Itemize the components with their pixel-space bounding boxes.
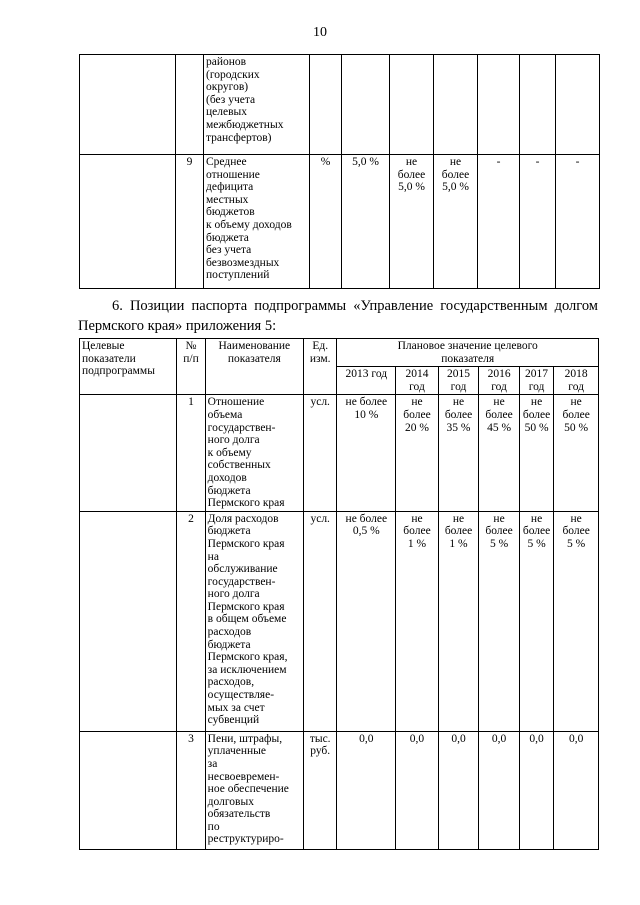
value-2016: не более 5 % [479,511,520,731]
value-2015: не более 5,0 % [434,155,478,289]
value-2014: не более 20 % [396,395,439,511]
value-2018: не более 50 % [554,395,599,511]
indicator-table-continued [79,54,600,289]
value-2015: 0,0 [438,731,479,849]
value-2015: не более 35 % [438,395,479,511]
table-row [80,395,599,511]
header-unit: Ед. изм. [303,339,336,395]
indicator-name: Среднее отношение дефицита местных бюджетов к объему доходов бюджета без учета безвозмездных поступлений [204,155,310,289]
table-row [80,155,600,289]
value-2013: 0,0 [337,731,396,849]
unit-cell: усл. [303,395,336,511]
row-number: 9 [176,155,204,289]
indicator-name: Отношение объема государствен- ного долга к объему собственных доходов бюджета Пермского края [205,395,303,511]
header-year-2017: 2017 год [519,367,553,395]
subprogram-targets-table [79,338,599,850]
value-2014: не более 1 % [396,511,439,731]
header-targets: Целевые показатели подпрограммы [80,339,177,395]
header-planned-value: Плановое значение целевого показателя [337,339,599,367]
header-year-2016: 2016 год [479,367,520,395]
row-number: 2 [177,511,205,731]
value-2013: не более 0,5 % [337,511,396,731]
value-2013: не более 10 % [337,395,396,511]
value-2017: - [520,155,556,289]
row-number: 3 [177,731,205,849]
value-2014: не более 5,0 % [390,155,434,289]
value-2016: не более 45 % [479,395,520,511]
header-number: № п/п [177,339,205,395]
row-number: 1 [177,395,205,511]
unit-cell: тыс. руб. [303,731,336,849]
unit-cell: усл. [303,511,336,731]
table-row [80,511,599,731]
value-2015: не более 1 % [438,511,479,731]
value-2016: - [478,155,520,289]
value-2018: 0,0 [554,731,599,849]
header-indicator-name: Наименование показателя [205,339,303,395]
value-2018: не более 5 % [554,511,599,731]
table-header-row [80,339,599,367]
value-2018: - [556,155,600,289]
section-paragraph: 6. Позиции паспорта подпрограммы «Управление государственным долгом Пермского края» приложения 5: [78,298,598,334]
page-number: 10 [313,25,327,40]
indicator-name: Доля расходов бюджета Пермского края на обслуживание государствен- ного долга Пермского края в общем объеме расходов бюджета Пермского края, за исключением расходов, осуществляе- мых за счет субвенций [205,511,303,731]
table-row [80,731,599,849]
value-2014: 0,0 [396,731,439,849]
unit-cell: % [310,155,342,289]
indicator-name: Пени, штрафы, уплаченные за несвоевремен- ное обеспечение долговых обязательств по реструктуриро- [205,731,303,849]
header-year-2014: 2014 год [396,367,439,395]
value-2017: 0,0 [519,731,553,849]
header-year-2013: 2013 год [337,367,396,395]
value-2017: не более 50 % [519,395,553,511]
value-2016: 0,0 [479,731,520,849]
indicator-name: районов (городских округов) (без учета целевых межбюджетных трансфертов) [204,55,310,155]
value-2017: не более 5 % [519,511,553,731]
table-row [80,55,600,155]
header-year-2015: 2015 год [438,367,479,395]
value-2013: 5,0 % [342,155,390,289]
header-year-2018: 2018 год [554,367,599,395]
